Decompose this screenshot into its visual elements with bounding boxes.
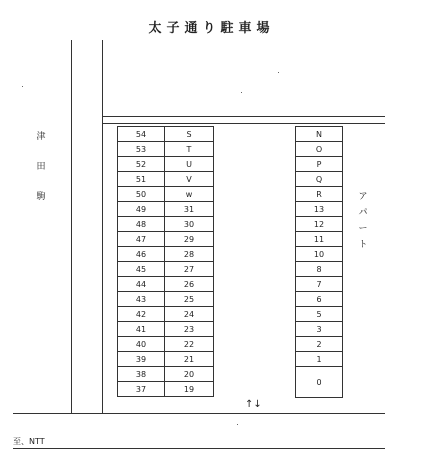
parking-row bbox=[296, 157, 343, 172]
inner-space-label: T bbox=[165, 142, 214, 157]
right-space-label: N bbox=[296, 127, 343, 142]
right-parking-grid bbox=[295, 126, 343, 398]
inner-space-label: 19 bbox=[165, 382, 214, 397]
parking-row bbox=[118, 247, 214, 262]
parking-row bbox=[118, 322, 214, 337]
direction-note: 至、NTT bbox=[13, 437, 45, 446]
parking-row bbox=[118, 307, 214, 322]
lot-left-boundary bbox=[102, 40, 103, 413]
left-space-number: 41 bbox=[118, 322, 165, 337]
right-space-label: 13 bbox=[296, 202, 343, 217]
parking-row bbox=[296, 262, 343, 277]
parking-row bbox=[118, 202, 214, 217]
inner-space-label: V bbox=[165, 172, 214, 187]
road-label-char: 駒 bbox=[36, 192, 46, 202]
right-space-label: 12 bbox=[296, 217, 343, 232]
parking-row bbox=[118, 337, 214, 352]
building-line-2 bbox=[102, 123, 385, 124]
parking-row bbox=[296, 172, 343, 187]
right-space-label: 11 bbox=[296, 232, 343, 247]
building-label-char: ー bbox=[358, 224, 368, 234]
left-space-number: 44 bbox=[118, 277, 165, 292]
parking-row bbox=[118, 292, 214, 307]
parking-row bbox=[296, 307, 343, 322]
parking-row bbox=[296, 322, 343, 337]
parking-row bbox=[118, 142, 214, 157]
inner-space-label: 24 bbox=[165, 307, 214, 322]
parking-row bbox=[296, 187, 343, 202]
parking-row bbox=[118, 382, 214, 397]
inner-space-label: 28 bbox=[165, 247, 214, 262]
left-space-number: 49 bbox=[118, 202, 165, 217]
parking-row bbox=[296, 292, 343, 307]
left-space-number: 39 bbox=[118, 352, 165, 367]
scan-speck bbox=[22, 86, 23, 87]
left-space-number: 50 bbox=[118, 187, 165, 202]
inner-space-label: 29 bbox=[165, 232, 214, 247]
scan-speck bbox=[241, 92, 242, 93]
building-label-char: ト bbox=[358, 240, 368, 250]
parking-row bbox=[118, 262, 214, 277]
building-line-1 bbox=[102, 116, 385, 117]
parking-row bbox=[118, 217, 214, 232]
left-space-number: 53 bbox=[118, 142, 165, 157]
left-space-number: 42 bbox=[118, 307, 165, 322]
parking-row bbox=[296, 142, 343, 157]
right-space-label: 1 bbox=[296, 352, 343, 367]
right-space-label: 5 bbox=[296, 307, 343, 322]
parking-row bbox=[296, 232, 343, 247]
left-space-number: 43 bbox=[118, 292, 165, 307]
left-parking-grid bbox=[117, 126, 214, 397]
inner-space-label: S bbox=[165, 127, 214, 142]
page-title: 太子通り駐車場 bbox=[148, 21, 275, 36]
left-space-number: 51 bbox=[118, 172, 165, 187]
right-space-label: 3 bbox=[296, 322, 343, 337]
left-space-number: 47 bbox=[118, 232, 165, 247]
left-space-number: 54 bbox=[118, 127, 165, 142]
parking-row bbox=[296, 337, 343, 352]
parking-row bbox=[296, 352, 343, 367]
parking-row bbox=[118, 157, 214, 172]
right-space-label: O bbox=[296, 142, 343, 157]
left-space-number: 52 bbox=[118, 157, 165, 172]
traffic-direction-arrows: ↑↓ bbox=[245, 399, 262, 410]
right-space-label: 10 bbox=[296, 247, 343, 262]
inner-space-label: 31 bbox=[165, 202, 214, 217]
right-space-label: Q bbox=[296, 172, 343, 187]
right-space-label: 2 bbox=[296, 337, 343, 352]
lot-bottom-line bbox=[13, 413, 385, 414]
right-space-label: 0 bbox=[296, 367, 343, 398]
road-edge-line bbox=[71, 40, 72, 413]
inner-space-label: w bbox=[165, 187, 214, 202]
right-space-label: R bbox=[296, 187, 343, 202]
left-space-number: 37 bbox=[118, 382, 165, 397]
right-space-label: P bbox=[296, 157, 343, 172]
parking-row bbox=[118, 187, 214, 202]
right-space-label: 6 bbox=[296, 292, 343, 307]
parking-row bbox=[118, 367, 214, 382]
inner-space-label: 20 bbox=[165, 367, 214, 382]
inner-space-label: 21 bbox=[165, 352, 214, 367]
left-space-number: 38 bbox=[118, 367, 165, 382]
left-space-number: 48 bbox=[118, 217, 165, 232]
right-space-label: 8 bbox=[296, 262, 343, 277]
inner-space-label: 26 bbox=[165, 277, 214, 292]
inner-space-label: 25 bbox=[165, 292, 214, 307]
parking-row bbox=[118, 352, 214, 367]
inner-space-label: 22 bbox=[165, 337, 214, 352]
inner-space-label: 30 bbox=[165, 217, 214, 232]
parking-row bbox=[296, 202, 343, 217]
right-space-label: 7 bbox=[296, 277, 343, 292]
inner-space-label: 27 bbox=[165, 262, 214, 277]
inner-space-label: 23 bbox=[165, 322, 214, 337]
inner-space-label: U bbox=[165, 157, 214, 172]
building-label-char: ア bbox=[358, 192, 368, 202]
left-space-number: 46 bbox=[118, 247, 165, 262]
parking-row bbox=[296, 277, 343, 292]
left-space-number: 45 bbox=[118, 262, 165, 277]
road-label-char: 田 bbox=[36, 162, 46, 172]
parking-row bbox=[296, 247, 343, 262]
left-space-number: 40 bbox=[118, 337, 165, 352]
building-label-char: パ bbox=[358, 208, 368, 218]
footer-line bbox=[13, 448, 385, 449]
road-label-char: 津 bbox=[36, 132, 46, 142]
parking-row bbox=[118, 232, 214, 247]
scan-speck bbox=[237, 424, 238, 425]
parking-row bbox=[118, 277, 214, 292]
parking-row bbox=[296, 367, 343, 398]
parking-row bbox=[296, 127, 343, 142]
parking-row bbox=[118, 172, 214, 187]
parking-row bbox=[296, 217, 343, 232]
scan-speck bbox=[278, 72, 279, 73]
parking-row bbox=[118, 127, 214, 142]
